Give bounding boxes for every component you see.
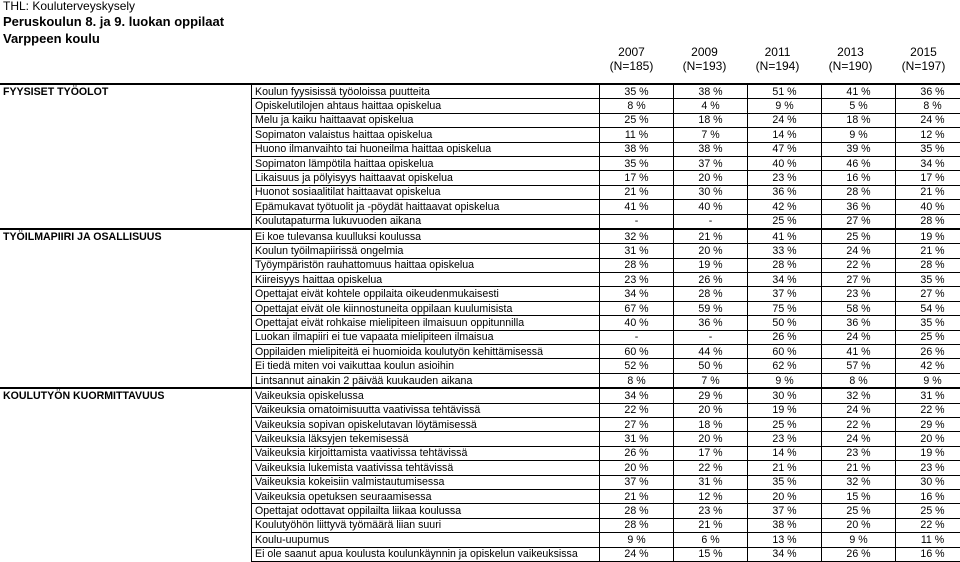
value-cell: 7 %	[674, 128, 748, 142]
value-cell: 12 %	[896, 128, 960, 142]
indicator-label: Epämukavat työtuolit ja -pöydät haittaavat opiskelua	[252, 200, 600, 214]
table-row	[0, 142, 960, 156]
indicator-label: Koulutyöhön liittyvä työmäärä liian suuri	[252, 518, 600, 532]
year-label: 2011	[741, 45, 814, 59]
value-cell: 20 %	[896, 432, 960, 446]
table-row	[0, 373, 960, 388]
value-cell: 20 %	[600, 461, 674, 475]
indicator-label: Koulun työilmapiirissä ongelmia	[252, 244, 600, 258]
value-cell: 32 %	[822, 388, 896, 403]
value-cell: 32 %	[600, 229, 674, 244]
value-cell: 28 %	[748, 258, 822, 272]
table-row	[0, 156, 960, 170]
table-row	[0, 171, 960, 185]
value-cell: -	[600, 214, 674, 229]
value-cell: 22 %	[600, 403, 674, 417]
value-cell: 34 %	[896, 156, 960, 170]
indicator-label: Koulu-uupumus	[252, 533, 600, 547]
value-cell: 21 %	[748, 461, 822, 475]
value-cell: 6 %	[674, 533, 748, 547]
value-cell: 25 %	[822, 229, 896, 244]
value-cell: 22 %	[896, 518, 960, 532]
value-cell: 32 %	[822, 475, 896, 489]
value-cell: 19 %	[896, 446, 960, 460]
indicator-label: Opettajat odottavat oppilailta liikaa koulussa	[252, 504, 600, 518]
value-cell: 25 %	[748, 214, 822, 229]
value-cell: 41 %	[600, 200, 674, 214]
value-cell: 12 %	[674, 489, 748, 503]
table-row	[0, 185, 960, 199]
value-cell: 75 %	[748, 301, 822, 315]
sample-size-label: (N=185)	[595, 59, 668, 73]
value-cell: 29 %	[896, 417, 960, 431]
section-spacer	[0, 214, 252, 229]
value-cell: 34 %	[748, 273, 822, 287]
indicator-label: Sopimaton lämpötila haittaa opiskelua	[252, 156, 600, 170]
value-cell: 38 %	[748, 518, 822, 532]
value-cell: 62 %	[748, 359, 822, 373]
value-cell: 40 %	[600, 316, 674, 330]
value-cell: 41 %	[822, 345, 896, 359]
section-spacer	[0, 504, 252, 518]
table-row	[0, 229, 960, 244]
value-cell: 36 %	[822, 316, 896, 330]
value-cell: 36 %	[822, 200, 896, 214]
section-title: KOULUTYÖN KUORMITTAVUUS	[0, 388, 252, 403]
table-row	[0, 258, 960, 272]
sample-size-label: (N=190)	[814, 59, 887, 73]
year-label: 2013	[814, 45, 887, 59]
section-title: FYYSISET TYÖOLOT	[0, 84, 252, 99]
value-cell: 23 %	[748, 171, 822, 185]
value-cell: 27 %	[896, 287, 960, 301]
indicator-label: Ei tiedä miten voi vaikuttaa koulun asioihin	[252, 359, 600, 373]
value-cell: 21 %	[674, 229, 748, 244]
year-label: 2015	[887, 45, 960, 59]
section-spacer	[0, 446, 252, 460]
value-cell: 25 %	[748, 417, 822, 431]
indicator-label: Likaisuus ja pölyisyys haittaavat opiskelua	[252, 171, 600, 185]
value-cell: -	[674, 330, 748, 344]
value-cell: 20 %	[822, 518, 896, 532]
year-header	[741, 45, 814, 83]
section-spacer	[0, 200, 252, 214]
value-cell: 35 %	[748, 475, 822, 489]
table-row	[0, 84, 960, 99]
section-spacer	[0, 258, 252, 272]
indicator-label: Sopimaton valaistus haittaa opiskelua	[252, 128, 600, 142]
value-cell: 38 %	[674, 142, 748, 156]
value-cell: 9 %	[822, 533, 896, 547]
value-cell: 8 %	[896, 99, 960, 113]
value-cell: 30 %	[674, 185, 748, 199]
value-cell: 41 %	[748, 229, 822, 244]
value-cell: 58 %	[822, 301, 896, 315]
section-spacer	[0, 475, 252, 489]
source-label: THL: Kouluterveyskysely	[3, 0, 224, 13]
indicator-label: Melu ja kaiku haittaavat opiskelua	[252, 113, 600, 127]
table-row	[0, 113, 960, 127]
value-cell: 22 %	[822, 417, 896, 431]
value-cell: 8 %	[600, 373, 674, 388]
value-cell: 4 %	[674, 99, 748, 113]
table-row	[0, 403, 960, 417]
section-spacer	[0, 142, 252, 156]
table-row	[0, 214, 960, 229]
value-cell: 18 %	[674, 113, 748, 127]
section-spacer	[0, 156, 252, 170]
value-cell: 41 %	[822, 84, 896, 99]
section-spacer	[0, 113, 252, 127]
indicator-label: Koulun fyysisissä työoloissa puutteita	[252, 84, 600, 99]
indicator-label: Vaikeuksia opiskelussa	[252, 388, 600, 403]
value-cell: 9 %	[896, 373, 960, 388]
section-spacer	[0, 99, 252, 113]
value-cell: 8 %	[822, 373, 896, 388]
value-cell: 51 %	[748, 84, 822, 99]
value-cell: 11 %	[896, 533, 960, 547]
table-row	[0, 359, 960, 373]
table-row	[0, 417, 960, 431]
value-cell: 25 %	[896, 330, 960, 344]
indicator-label: Luokan ilmapiiri ei tue vapaata mielipiteen ilmaisua	[252, 330, 600, 344]
school-name: Varppeen koulu	[3, 30, 224, 47]
value-cell: 16 %	[896, 489, 960, 503]
value-cell: 26 %	[748, 330, 822, 344]
table-row	[0, 99, 960, 113]
table-row	[0, 446, 960, 460]
value-cell: 14 %	[748, 128, 822, 142]
value-cell: 67 %	[600, 301, 674, 315]
section-spacer	[0, 432, 252, 446]
value-cell: 17 %	[600, 171, 674, 185]
indicator-label: Vaikeuksia opetuksen seuraamisessa	[252, 489, 600, 503]
value-cell: 50 %	[674, 359, 748, 373]
value-cell: 18 %	[822, 113, 896, 127]
value-cell: 46 %	[822, 156, 896, 170]
value-cell: 47 %	[748, 142, 822, 156]
indicator-label: Ei koe tulevansa kuulluksi koulussa	[252, 229, 600, 244]
indicator-label: Vaikeuksia kokeisiin valmistautumisessa	[252, 475, 600, 489]
value-cell: 24 %	[748, 113, 822, 127]
value-cell: 35 %	[896, 273, 960, 287]
section-spacer	[0, 417, 252, 431]
section-spacer	[0, 244, 252, 258]
value-cell: 19 %	[748, 403, 822, 417]
value-cell: 44 %	[674, 345, 748, 359]
sample-size-label: (N=193)	[668, 59, 741, 73]
value-cell: 31 %	[600, 244, 674, 258]
value-cell: 24 %	[822, 330, 896, 344]
section-spacer	[0, 533, 252, 547]
value-cell: 52 %	[600, 359, 674, 373]
section-spacer	[0, 330, 252, 344]
indicator-label: Vaikeuksia sopivan opiskelutavan löytämisessä	[252, 417, 600, 431]
value-cell: 35 %	[896, 316, 960, 330]
value-cell: 42 %	[896, 359, 960, 373]
indicator-label: Työympäristön rauhattomuus haittaa opiskelua	[252, 258, 600, 272]
value-cell: 34 %	[600, 388, 674, 403]
indicator-label: Vaikeuksia läksyjen tekemisessä	[252, 432, 600, 446]
value-cell: 38 %	[674, 84, 748, 99]
value-cell: 28 %	[896, 214, 960, 229]
value-cell: 20 %	[674, 244, 748, 258]
value-cell: 23 %	[674, 504, 748, 518]
table-row	[0, 128, 960, 142]
indicator-label: Vaikeuksia kirjoittamista vaativissa tehtävissä	[252, 446, 600, 460]
table-row	[0, 301, 960, 315]
value-cell: 50 %	[748, 316, 822, 330]
value-cell: 5 %	[822, 99, 896, 113]
value-cell: 24 %	[600, 547, 674, 561]
value-cell: 15 %	[822, 489, 896, 503]
table-row	[0, 475, 960, 489]
value-cell: 35 %	[600, 84, 674, 99]
indicator-label: Opettajat eivät rohkaise mielipiteen ilmaisuun oppitunnilla	[252, 316, 600, 330]
value-cell: 37 %	[674, 156, 748, 170]
value-cell: 17 %	[896, 171, 960, 185]
value-cell: 24 %	[822, 244, 896, 258]
value-cell: 33 %	[748, 244, 822, 258]
indicator-label: Vaikeuksia lukemista vaativissa tehtävissä	[252, 461, 600, 475]
survey-results-table	[0, 83, 960, 562]
value-cell: 54 %	[896, 301, 960, 315]
value-cell: 31 %	[600, 432, 674, 446]
value-cell: 37 %	[600, 475, 674, 489]
table-row	[0, 287, 960, 301]
value-cell: 34 %	[748, 547, 822, 561]
indicator-label: Opettajat eivät ole kiinnostuneita oppilaan kuulumisista	[252, 301, 600, 315]
year-label: 2007	[595, 45, 668, 59]
value-cell: -	[600, 330, 674, 344]
indicator-label: Huono ilmanvaihto tai huoneilma haittaa opiskelua	[252, 142, 600, 156]
value-cell: 38 %	[600, 142, 674, 156]
value-cell: 27 %	[822, 214, 896, 229]
sample-size-label: (N=194)	[741, 59, 814, 73]
value-cell: 31 %	[674, 475, 748, 489]
value-cell: 27 %	[600, 417, 674, 431]
report-header	[3, 0, 224, 47]
value-cell: 20 %	[674, 403, 748, 417]
section-spacer	[0, 373, 252, 388]
value-cell: -	[674, 214, 748, 229]
value-cell: 20 %	[748, 489, 822, 503]
value-cell: 8 %	[600, 99, 674, 113]
section-spacer	[0, 301, 252, 315]
section-spacer	[0, 461, 252, 475]
section-spacer	[0, 316, 252, 330]
section-spacer	[0, 489, 252, 503]
value-cell: 29 %	[674, 388, 748, 403]
value-cell: 21 %	[600, 185, 674, 199]
value-cell: 59 %	[674, 301, 748, 315]
table-row	[0, 518, 960, 532]
value-cell: 9 %	[748, 373, 822, 388]
value-cell: 14 %	[748, 446, 822, 460]
section-spacer	[0, 518, 252, 532]
value-cell: 21 %	[674, 518, 748, 532]
value-cell: 9 %	[822, 128, 896, 142]
value-cell: 25 %	[896, 504, 960, 518]
value-cell: 21 %	[600, 489, 674, 503]
value-cell: 31 %	[896, 388, 960, 403]
value-cell: 24 %	[822, 403, 896, 417]
value-cell: 27 %	[822, 273, 896, 287]
year-header	[595, 45, 668, 83]
year-header	[668, 45, 741, 83]
value-cell: 40 %	[748, 156, 822, 170]
value-cell: 19 %	[674, 258, 748, 272]
value-cell: 23 %	[600, 273, 674, 287]
indicator-label: Oppilaiden mielipiteitä ei huomioida koulutyön kehittämisessä	[252, 345, 600, 359]
table-row	[0, 330, 960, 344]
section-spacer	[0, 273, 252, 287]
value-cell: 11 %	[600, 128, 674, 142]
value-cell: 35 %	[896, 142, 960, 156]
section-title: TYÖILMAPIIRI JA OSALLISUUS	[0, 229, 252, 244]
indicator-label: Vaikeuksia omatoimisuutta vaativissa tehtävissä	[252, 403, 600, 417]
value-cell: 26 %	[822, 547, 896, 561]
value-cell: 23 %	[896, 461, 960, 475]
value-cell: 28 %	[600, 518, 674, 532]
value-cell: 18 %	[674, 417, 748, 431]
value-cell: 28 %	[600, 504, 674, 518]
value-cell: 20 %	[674, 432, 748, 446]
table-row	[0, 461, 960, 475]
value-cell: 20 %	[674, 171, 748, 185]
section-spacer	[0, 359, 252, 373]
table-row	[0, 432, 960, 446]
value-cell: 28 %	[896, 258, 960, 272]
year-header	[814, 45, 887, 83]
value-cell: 39 %	[822, 142, 896, 156]
value-cell: 23 %	[822, 287, 896, 301]
value-cell: 40 %	[674, 200, 748, 214]
table-row	[0, 345, 960, 359]
table-row	[0, 200, 960, 214]
indicator-label: Ei ole saanut apua koulusta koulunkäynnin ja opiskelun vaikeuksissa	[252, 547, 600, 561]
value-cell: 28 %	[674, 287, 748, 301]
value-cell: 24 %	[822, 432, 896, 446]
value-cell: 34 %	[600, 287, 674, 301]
value-cell: 26 %	[674, 273, 748, 287]
value-cell: 42 %	[748, 200, 822, 214]
table-row	[0, 316, 960, 330]
value-cell: 21 %	[896, 185, 960, 199]
value-cell: 30 %	[748, 388, 822, 403]
value-cell: 28 %	[822, 185, 896, 199]
value-cell: 22 %	[896, 403, 960, 417]
value-cell: 36 %	[748, 185, 822, 199]
value-cell: 13 %	[748, 533, 822, 547]
table-row	[0, 489, 960, 503]
year-label: 2009	[668, 45, 741, 59]
indicator-label: Kiireisyys haittaa opiskelua	[252, 273, 600, 287]
report-title: Peruskoulun 8. ja 9. luokan oppilaat	[3, 13, 224, 30]
value-cell: 23 %	[748, 432, 822, 446]
table-row	[0, 504, 960, 518]
section-spacer	[0, 547, 252, 561]
value-cell: 24 %	[896, 113, 960, 127]
indicator-label: Huonot sosiaalitilat haittaavat opiskelua	[252, 185, 600, 199]
section-spacer	[0, 185, 252, 199]
section-spacer	[0, 171, 252, 185]
value-cell: 37 %	[748, 504, 822, 518]
value-cell: 35 %	[600, 156, 674, 170]
value-cell: 9 %	[600, 533, 674, 547]
value-cell: 22 %	[674, 461, 748, 475]
value-cell: 16 %	[822, 171, 896, 185]
value-cell: 17 %	[674, 446, 748, 460]
value-cell: 23 %	[822, 446, 896, 460]
value-cell: 60 %	[600, 345, 674, 359]
indicator-label: Koulutapaturma lukuvuoden aikana	[252, 214, 600, 229]
value-cell: 25 %	[600, 113, 674, 127]
table-row	[0, 547, 960, 561]
section-spacer	[0, 287, 252, 301]
value-cell: 9 %	[748, 99, 822, 113]
value-cell: 36 %	[674, 316, 748, 330]
indicator-label: Opettajat eivät kohtele oppilaita oikeudenmukaisesti	[252, 287, 600, 301]
value-cell: 30 %	[896, 475, 960, 489]
value-cell: 36 %	[896, 84, 960, 99]
value-cell: 60 %	[748, 345, 822, 359]
table-row	[0, 533, 960, 547]
sample-size-label: (N=197)	[887, 59, 960, 73]
value-cell: 19 %	[896, 229, 960, 244]
indicator-label: Opiskelutilojen ahtaus haittaa opiskelua	[252, 99, 600, 113]
value-cell: 37 %	[748, 287, 822, 301]
value-cell: 21 %	[896, 244, 960, 258]
table-row	[0, 273, 960, 287]
section-spacer	[0, 345, 252, 359]
section-spacer	[0, 403, 252, 417]
value-cell: 28 %	[600, 258, 674, 272]
value-cell: 26 %	[896, 345, 960, 359]
section-spacer	[0, 128, 252, 142]
value-cell: 57 %	[822, 359, 896, 373]
value-cell: 25 %	[822, 504, 896, 518]
table-row	[0, 244, 960, 258]
value-cell: 7 %	[674, 373, 748, 388]
indicator-label: Lintsannut ainakin 2 päivää kuukauden aikana	[252, 373, 600, 388]
year-header	[887, 45, 960, 83]
table-row	[0, 388, 960, 403]
value-cell: 26 %	[600, 446, 674, 460]
value-cell: 40 %	[896, 200, 960, 214]
value-cell: 21 %	[822, 461, 896, 475]
value-cell: 22 %	[822, 258, 896, 272]
value-cell: 16 %	[896, 547, 960, 561]
value-cell: 15 %	[674, 547, 748, 561]
